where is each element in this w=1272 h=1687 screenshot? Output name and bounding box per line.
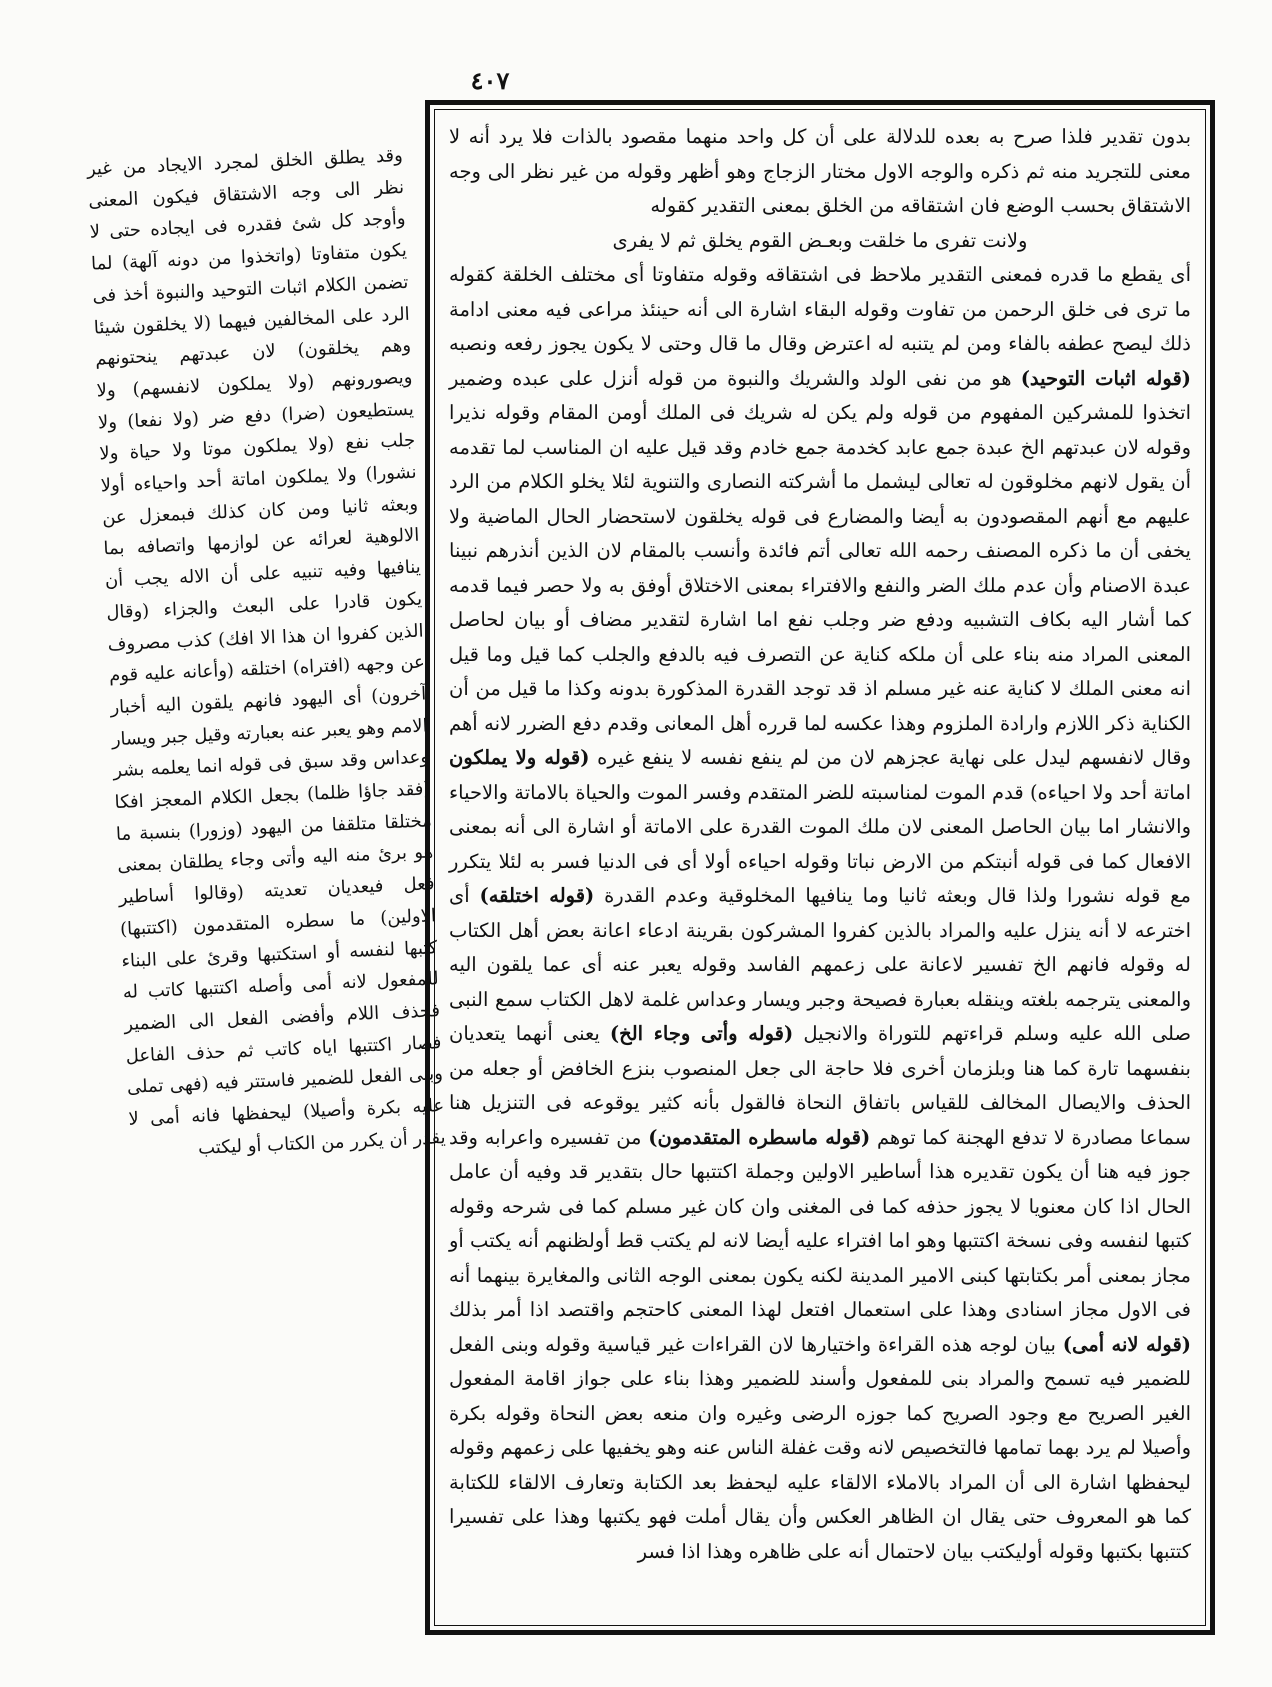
poetry-verse: ولانت تفرى ما خلقت وبعـض القوم يخلق ثم لا يفرى — [612, 228, 1028, 252]
text-run: دفع ضر — [208, 404, 272, 429]
quoted-lemma: (ولا يملكون لانفسهم) — [132, 370, 315, 400]
quoted-lemma: (فهى تملى عليه بكرة وأصيلا) — [126, 1073, 445, 1123]
text-run: وقد يطلق الخلق لمجرد الايجاد من غير نظر الى وجه الاشتقاق فيكون المعنى وأوجد كل شئ فقدره فى ايجاده حتى لا يكون متفاوتا — [86, 144, 408, 266]
text-run: يعنى أنهما يتعديان بنفسهما تارة كما هنا وبلزمان أخرى فلا حاجة الى جعل المنصوب بنزع الخافض أو جعله من الحذف والايصال المخالف للقياس باتفاق النحاة فالقول بأنه كثير يوقوعه فى التنزيل هنا سماعا مصادرة لا تدفع الهجنة كما توهم — [449, 1022, 1192, 1149]
text-run: اختلقه — [239, 657, 287, 681]
quoted-lemma: (ضرا) — [280, 402, 326, 426]
text-run: أى يقطع ما قدره فمعنى التقدير ملاحظ فى اشتقاقه وقوله متفاوتا أى مختلف الخلقة كقوله ما ترى فى خلق الرحمن من تفاوت وقوله البقاء اشارة الى أنه حينئذ مراعى فيه معنى ادامة ذلك ليصح عطفه بالفاء ومن لم يتنبه له اعترض وقال ما قال وحتى لا يكون يجوز رفعه ونصبه — [449, 263, 1191, 355]
text-run: أى اخترعه لا أنه ينزل عليه والمراد بالذين كفروا المشركون بقرينة ادعاء اعانة بعض أهل الكتاب له وقوله فانهم الخ تفسير لاعانة على زعمهم الفاسد وقوله يعبر عنه أى عما يلقون اليه والمعنى يترجمه بلغته وينقله بعبارة فصيحة وجبر ويسار وعداس غلمة لاهل الكتاب سمع النبى صلى الله عليه وسلم قراءتهم للتوراة والانجيل — [449, 884, 1192, 1045]
quoted-lemma: (افتراه) — [292, 655, 351, 679]
page-number: ٤٠٧ — [470, 66, 510, 95]
main-text-frame — [425, 100, 1215, 1635]
quoted-lemma: (فقد جاؤا ظلما) — [306, 778, 431, 805]
quoted-lemma: (ولا يملكون موتا ولا حياة ولا نشورا) — [98, 433, 417, 485]
text-run: لما تضمن الكلام اثبات التوحيد والنبوة أخذ فى الرد على المخالفين فيهما — [90, 252, 411, 333]
main-paragraph — [449, 120, 1191, 224]
quoted-lemma: (ولا نفعا) — [126, 407, 200, 432]
text-run: بجعل الكلام المعجز افكا مختلقا متلقفا من اليهود — [114, 784, 433, 840]
text-run: اماتة أحد ولا احياءه) قدم الموت لمناسبته للضر المتقدم وفسر الموت والحياة بالاماتة والاحياء والانشار اما بيان الحاصل المعنى لان ملك الموت القدرة على الاماتة أو اشارة الى أنه بمعنى الافعال كما فى قوله أنبتكم من الارض نباتا وقوله احياءه أولا أى فى الدنيا فسر به لئلا يتكرر مع قوله نشورا ولذا قال وبعثه ثانيا وما ينافيها المخلوقية وعدم القدرة — [449, 780, 1191, 907]
main-paragraph — [449, 258, 1191, 1569]
text-run: بدون تقدير فلذا صرح به بعده للدلالة على أن كل واحد منهما مقصود بالذات فلا يرد أنه لا معنى للتجريد منه ثم ذكره والوجه الاول مختار الزجاج وهو أظهر وقوله من غير نظر الى وجه الاشتقاق بحسب الوضع فان اشتقاقه من الخلق بمعنى التقدير كقوله — [449, 125, 1191, 217]
text-run: بنسبة ما هو برئ منه اليه وأتى وجاء يطلقان بمعنى فعل فيعديان تعديته — [115, 821, 435, 902]
quoted-lemma: (وقال الذين كفروا ان هذا الا افك) — [105, 600, 424, 651]
text-run: هو من نفى الولد والشريك والنبوة من قوله أنزل على عبده وضمير اتخذوا للمشركين المفهوم من قوله ولم يكن له شريك فى الملك أومن المقام وقوله نذيرا وقوله لان عبدتهم الخ عبدة جمع عابد كخدمة جمع خادم وقد قيل عليه ان المناسب لما تقدمه أن يقول لانهم مخلوقون له تعالى ليشمل ما أشركته النصارى والتنوية لئلا يخلو الكلام من الرد عليهم مع أنهم المقصودون به أيضا والمضارع فى قوله يخلقون لاستحضار الحال الماضية ولا يخفى أن ما ذكره المصنف رحمه الله تعالى أتم فائدة وأنسب بالمقام لان الذين أنذرهم نبينا عبدة الاصنام وأن عدم ملك الضر والنفع والافتراء بمعنى الاختلاق أوفق به ولا حصر فيما قدمه كما أشار اليه بكاف التشبيه ودفع ضر وجلب نفع اما اشارة لتقدير مضاف أو بيان لحاصل المعنى المراد منه بناء على أن ملكه كناية عن التصرف فيه بالدفع والجلب كما قيل وما قيل انه معنى الملك لا كناية عنه غير مسلم اذ قد توجد القدرة المذكورة بدونه وكذا ما قيل من أن الكناية ذكر اللازم وارادة الملزوم وهذا عكسه لما قرره أهل المعانى وقدم دفع الضرر لانه أهم وقال لانفسهم ليدل على نهاية عجزهم لان من لم ينفع نفسه لا ينفع غيره — [449, 366, 1191, 769]
quoted-lemma: (اكتتبها) — [119, 916, 179, 940]
quoted-lemma: (لا يخلقون شيئا وهم يخلقون) — [93, 312, 412, 361]
margin-commentary — [86, 140, 447, 1590]
text-run: ولا يملكون اماتة أحد واحياءه أولا وبعثه ثانيا ومن كان كذلك فبمعزل عن الالوهية لعرائه عن لوازمها واتصافه بما ينافيها وفيه تنبيه على أن الاله يجب أن يكون قادرا على البعث والجزاء — [100, 464, 423, 621]
quoted-lemma: (قوله وأتى وجاء الخ) — [609, 1022, 794, 1045]
text-run: ولا جلب نفع — [97, 411, 416, 455]
quoted-lemma: (قوله ولا يملكون — [449, 746, 590, 769]
quoted-lemma: (قوله ماسطره المتقدمون) — [648, 1125, 871, 1149]
quoted-lemma: (وقالوا أساطير الاولين) — [118, 881, 437, 929]
quoted-lemma: (قوله اثبات التوحيد) — [1020, 366, 1191, 390]
text-run: لان عبدتهم ينحتونهم ويصورونهم — [94, 340, 413, 392]
quoted-lemma: (وزورا) — [188, 818, 244, 842]
text-run: أى اليهود فانهم يلقون اليه أخبار الامم وهو يعبر عنه بعبارته وقيل جبر ويسار وعداس وقد سبق فى قوله انما يعلمه بشر — [110, 686, 430, 782]
quoted-lemma: (قوله لانه أمى) — [1062, 1332, 1191, 1356]
text-run: ما سطره المتقدمون — [192, 908, 366, 937]
margin-paragraph — [86, 140, 446, 1167]
quoted-lemma: (واتخذوا من دونه آلهة) — [121, 244, 302, 274]
quoted-lemma: (قوله اختلقه) — [479, 884, 595, 907]
text-run: كتبها لنفسه أو استكتبها وقرئ على البناء للمفعول لانه أمى وأصله اكتتبها كاتب له فحذف اللام وأفضى الفعل الى الضمير فصار اكتتبها اياه كاتب ثم حذف الفاعل وبنى الفعل للضمير فاستتر فيه — [121, 936, 444, 1095]
text-run: ولا يستطيعون — [96, 379, 415, 423]
quoted-lemma: (وأعانه عليه قوم آخرون) — [108, 660, 427, 707]
text-run: من تفسيره واعرابه وقد جوز فيه هنا أن يكون تقديره هذا أساطير الاولين وجملة اكتتبها حال بتقدير قد وفيه أن عامل الحال اذا كان معنويا لا يجوز حذفه كما فى المغنى وان كان غير مسلم كما فى شرحه وقوله كتبها لنفسه وفى نسخة اكتتبها وهو اما افتراء عليه أيضا لانه لم يكتب قط أولظنهم أنه يكتب أو مجاز بمعنى أمر بكتابتها كبنى الامير المدينة لكنه يكون بمعنى الوجه الثانى والمغايرة بينهما أنه فى الاول مجاز اسنادى وهذا على استعمال افتعل لهذا المعنى كاحتجم واقتصد اذا أمر بذلك — [449, 1125, 1191, 1321]
main-text-body — [434, 109, 1206, 1626]
text-run: كذب مصروف عن وجهه — [107, 629, 426, 676]
text-run: ليحفظها فانه أمى لا يقدر أن يكرر من الكتاب أو ليكتب — [128, 1101, 447, 1159]
text-run: بيان لوجه هذه القراءة واختيارها لان القراءات غير قياسية وقوله وبنى الفعل للضمير فيه تسمح والمراد بنى للمفعول وأسند للضمير وهذا بناء على جواز اقامة المفعول الغير الصريح مع وجود الصريح كما جوزه الرضى وغيره وان منعه بعض النحاة وقوله بكرة وأصيلا لم يرد بهما تمامها فالتخصيص لانه وقت غفلة الناس عنه وهو يخفيها على زعمهم وقوله ليحفظها اشارة الى أن المراد بالاملاء الالقاء عليه ليحفظ بعد الكتابة وتعارف الالقاء للكتابة كما هو المعروف حتى يقال ان الظاهر العكس وأن يقال أملت فهو يكتبها وهذا على تفسيرا كتتبها بكتبها وقوله أوليكتب بيان لاحتمال أنه على ظاهره وهذا اذا فسر — [449, 1332, 1191, 1563]
